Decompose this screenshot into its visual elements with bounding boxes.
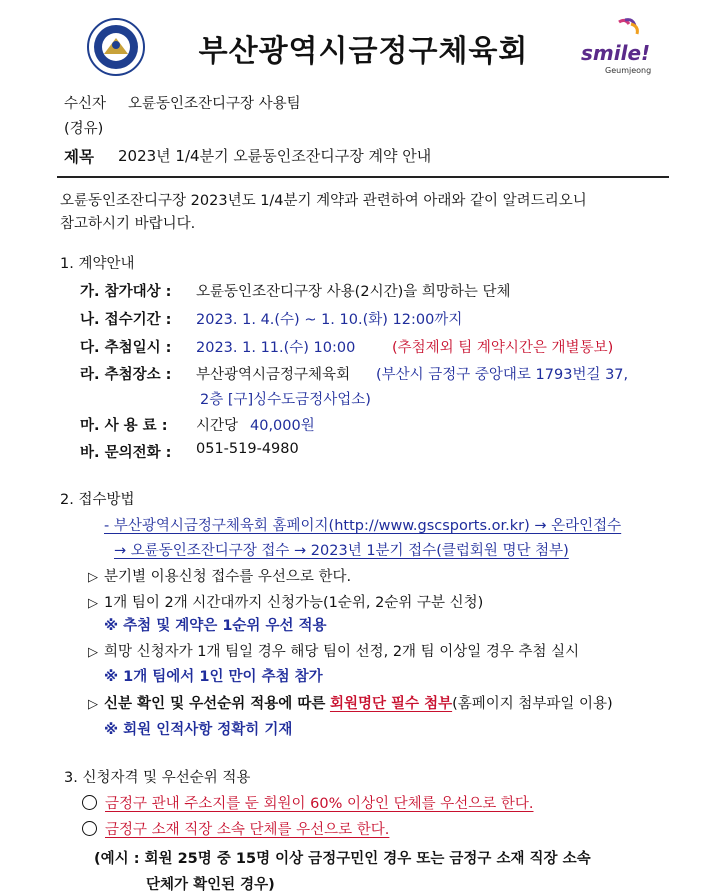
recipient-label: 수신자 [64,96,107,112]
bullet-note: ※ 1개 팀에서 1인 만이 추첨 참가 [104,669,323,685]
intro-line-1: 오륜동인조잔디구장 2023년도 1/4분기 계약과 관련하여 아래와 같이 알려드리오니 [60,193,587,209]
item-label: 라. 추첨장소 : [80,367,172,383]
eligibility-item-1: 금정구 관내 주소지를 둔 회원이 60% 이상인 단체를 우선으로 한다. [82,792,534,813]
organization-title: 부산광역시금정구체육회 [198,34,529,69]
item-text: 오륜동인조잔디구장 사용(2시간)을 희망하는 단체 [196,284,511,300]
bullet-note: ※ 회원 인적사항 정확히 기재 [104,722,293,738]
item-note: (추첨제외 팀 계약시간은 개별통보) [392,340,614,356]
smile-sub: Geumjeong [605,66,652,75]
item-text: 2023. 1. 4.(수) ~ 1. 10.(화) 12:00까지 [196,312,463,328]
item-text-pre: 시간당 [196,418,239,434]
subject-value: 2023년 1/4분기 오륜동인조잔디구장 계약 안내 [118,147,432,165]
via-label: (경유) [64,121,104,137]
item-text: 2023. 1. 11.(수) 10:00 [196,340,356,356]
item-label: 마. 사 용 료 : [80,418,168,434]
item-label: 나. 접수기간 : [80,312,172,328]
item-label: 다. 추첨일시 : [80,340,172,356]
item-text: 부산광역시금정구체육회 [196,367,351,383]
item-text: 40,000원 [250,418,315,434]
triangle-bullet-icon: ▷ [88,596,98,611]
circle-bullet-icon [82,795,97,810]
eligibility-item-2: 금정구 소재 직장 소속 단체를 우선으로 한다. [82,818,389,839]
triangle-bullet-icon: ▷ [88,645,98,660]
smile-geumjeong-logo [575,18,652,76]
divider [57,176,669,178]
section-1-title: 1. 계약안내 [60,256,135,272]
example-line-1: (예시 : 회원 25명 중 15명 이상 금정구민인 경우 또는 금정구 소재 직장 소속 [94,851,591,867]
section-3-title: 3. 신청자격 및 우선순위 적용 [64,770,251,786]
item-text: 051-519-4980 [196,441,299,457]
website-link-line-1[interactable]: - 부산광역시금정구체육회 홈페이지(http://www.gscsports.or.kr) → 온라인접수 [104,518,622,534]
item-note: (부산시 금정구 중앙대로 1793번길 37, [376,367,629,383]
item-note-2: 2층 [구]싱수도금정사업소) [200,392,371,408]
circle-bullet-icon [82,821,97,836]
bullet-item: ▷ 1개 팀이 2개 시간대까지 신청가능(1순위, 2순위 구분 신청) [88,595,484,611]
bullet-item: ▷ 신분 확인 및 우선순위 적용에 따른 회원명단 필수 첨부(홈페이지 첨부파일 이용) [88,696,613,712]
item-label: 가. 참가대상 : [80,284,172,300]
intro-line-2: 참고하시기 바랍니다. [60,216,196,232]
bullet-item: ▷ 분기별 이용신청 접수를 우선으로 한다. [88,569,352,585]
section-2-title: 2. 접수방법 [60,492,135,508]
website-link-line-2[interactable]: → 오륜동인조잔디구장 접수 → 2023년 1분기 접수(클럽회원 명단 첨부) [114,543,569,559]
bullet-note: ※ 추첨 및 계약은 1순위 우선 적용 [104,618,327,634]
item-label: 바. 문의전화 : [80,445,172,461]
member-list-required: 회원명단 필수 첨부 [329,696,453,712]
triangle-bullet-icon: ▷ [88,570,98,585]
example-line-2: 단체가 확인된 경우) [146,877,275,893]
triangle-bullet-icon: ▷ [88,697,98,712]
subject-label: 제목 [64,148,94,166]
recipient-value: 오륜동인조잔디구장 사용팀 [128,96,301,112]
smile-text: smile! [581,41,651,65]
bullet-item: ▷ 희망 신청자가 1개 팀일 경우 해당 팀이 선정, 2개 팀 이상일 경우 추첨 실시 [88,644,580,660]
